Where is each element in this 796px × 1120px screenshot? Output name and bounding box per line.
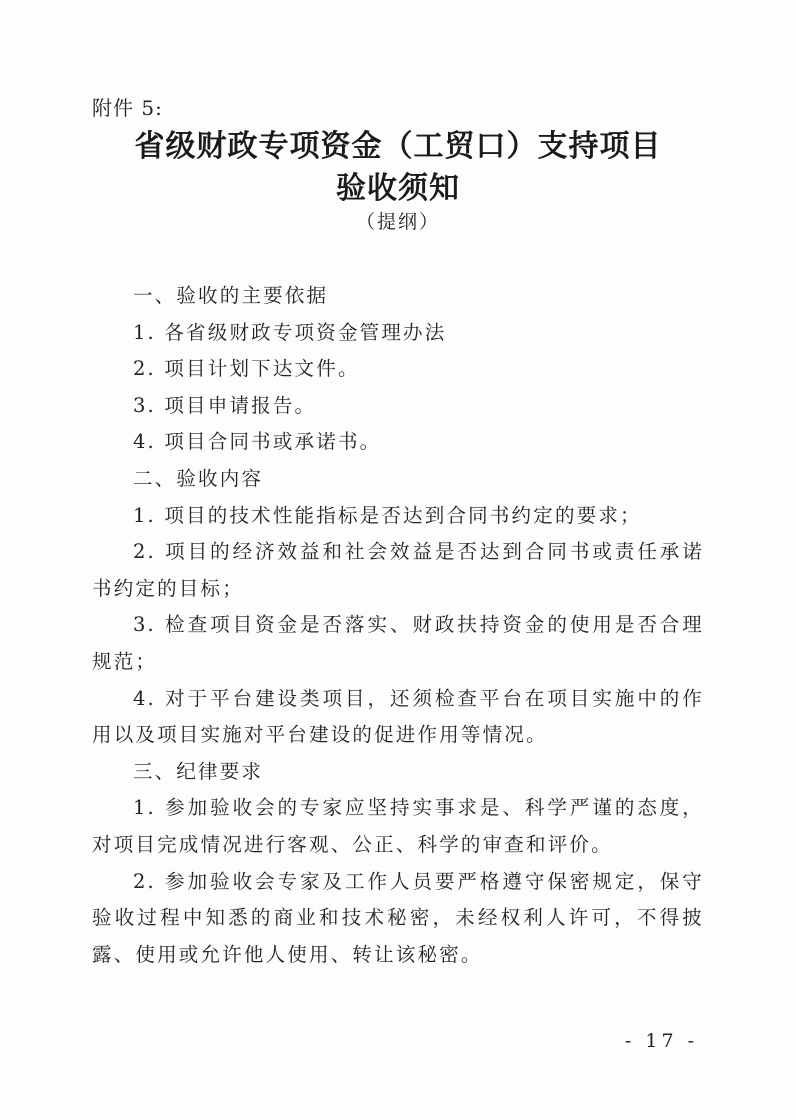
list-item: 4. 项目合同书或承诺书。 xyxy=(132,430,382,454)
section-heading: 一、验收的主要依据 xyxy=(132,284,329,307)
attachment-label: 附件 5: xyxy=(92,96,163,120)
document-title-line-2: 验收须知 xyxy=(336,171,460,206)
list-item: 4. 对于平台建设类项目，还须检查平台在项目实施中的作用以及项目实施对平台建设的促进作用等情况。 xyxy=(92,686,704,747)
section-heading: 三、纪律要求 xyxy=(132,759,264,783)
list-item: 1. 各省级财政专项资金管理办法 xyxy=(132,320,447,344)
list-item: 1. 项目的技术性能指标是否达到合同书约定的要求； xyxy=(132,503,642,527)
list-item: 1. 参加验收会的专家应坚持实事求是、科学严谨的态度，对项目完成情况进行客观、公正、科学的审查和评价。 xyxy=(92,796,704,856)
list-item: 2. 参加验收会专家及工作人员要严格遵守保密规定，保守验收过程中知悉的商业和技术秘密，未经权利人许可，不得披露、使用或允许他人使用、转让该秘密。 xyxy=(92,869,704,966)
document-body xyxy=(92,278,704,973)
document-title-line-1: 省级财政专项资金（工贸口）支持项目 xyxy=(134,129,662,164)
list-item: 3. 项目申请报告。 xyxy=(132,393,317,417)
list-item: 2. 项目的经济效益和社会效益是否达到合同书或责任承诺书约定的目标； xyxy=(92,540,704,600)
section-heading: 二、验收内容 xyxy=(132,466,264,490)
list-item: 2. 项目计划下达文件。 xyxy=(132,357,360,381)
page-number: - 17 - xyxy=(624,1030,698,1052)
document-subtitle: （提纲） xyxy=(355,211,440,233)
list-item: 3. 检查项目资金是否落实、财政扶持资金的使用是否合理规范； xyxy=(92,613,704,673)
